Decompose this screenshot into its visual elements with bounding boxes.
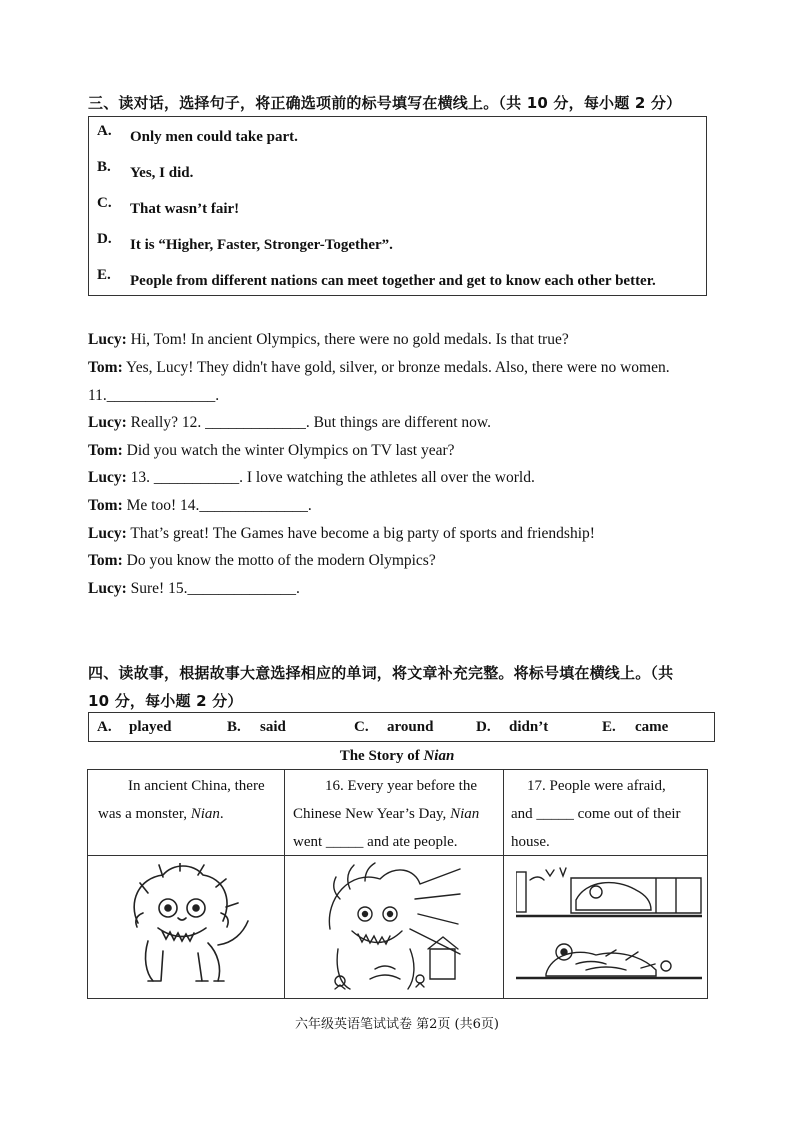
section4-title-line2: 10 分，每小题 2 分）: [88, 692, 243, 710]
option-e: [89, 269, 706, 305]
dialogue-text: Do you know the motto of the modern Olympics?: [122, 552, 436, 569]
dialogue-text: 11.______________.: [88, 387, 220, 404]
dialogue-line: [88, 497, 312, 515]
cell-line: and _____ come out of their: [511, 806, 681, 822]
dialogue-text: 13. ___________. I love watching the athletes all over the world.: [126, 469, 535, 486]
dialogue-text: Me too! 14.______________.: [122, 497, 312, 514]
dialogue-text: Hi, Tom! In ancient Olympics, there were no gold medals. Is that true?: [126, 331, 569, 348]
dialogue-line: [88, 469, 535, 487]
speaker: Tom:: [88, 442, 123, 459]
answer-blank-11: [88, 387, 219, 405]
speaker: Lucy:: [88, 580, 127, 597]
page-footer: 六年级英语笔试试卷 第2页 (共6页): [295, 1017, 499, 1032]
option-a: [89, 125, 706, 161]
dialogue-line: [88, 331, 569, 349]
section4-title-line1: 四、读故事，根据故事大意选择相应的单词，将文章补充完整。将标号填在横线上。（共: [88, 664, 674, 682]
cell-line: 17. People were afraid,: [527, 778, 666, 794]
dialogue-text: Did you watch the winter Olympics on TV last year?: [122, 442, 455, 459]
word-d: didn’t: [509, 719, 549, 735]
dialogue-text: Really? 12. _____________. But things are different now.: [126, 414, 491, 431]
dialogue-line: [88, 580, 300, 598]
dialogue-line: [88, 525, 595, 543]
option-key: E.: [97, 267, 111, 283]
cell-line: was a monster, Nian.: [98, 806, 224, 822]
word-key-e: E.: [602, 719, 616, 735]
word-bank: [88, 712, 715, 742]
nian-attacking-village-illustration: [320, 859, 470, 997]
dialogue-line: [88, 414, 491, 432]
word-key-b: B.: [227, 719, 241, 735]
section3-title: 三、读对话，选择句子，将正确选项前的标号填写在横线上。（共 10 分，每小题 2 分）: [88, 94, 682, 112]
cell-line: went _____ and ate people.: [293, 834, 458, 850]
option-key: D.: [97, 231, 112, 247]
people-hiding-at-home-illustration: [516, 860, 702, 994]
cell-line: 16. Every year before the: [325, 778, 478, 794]
option-text: Only men could take part.: [130, 129, 298, 145]
speaker: Tom:: [88, 359, 123, 376]
dialogue-text: Sure! 15.______________.: [126, 580, 300, 597]
story-cell-1: [98, 772, 282, 828]
story-title-prefix: The Story of: [339, 748, 424, 764]
options-box: [88, 116, 707, 296]
word-key-a: A.: [97, 719, 112, 735]
option-c: [89, 197, 706, 233]
dialogue-line: [88, 359, 670, 377]
option-key: C.: [97, 195, 112, 211]
story-cell-2: [293, 772, 501, 856]
story-title: [0, 748, 794, 765]
cell-line: Chinese New Year’s Day, Nian: [293, 806, 480, 822]
dialogue-text: Yes, Lucy! They didn't have gold, silver, or bronze medals. Also, there were no women.: [122, 359, 670, 376]
dialogue-line: [88, 552, 436, 570]
word-b: said: [260, 719, 286, 735]
word-key-c: C.: [354, 719, 369, 735]
option-text: People from different nations can meet together and get to know each other better.: [130, 273, 656, 289]
option-text: It is “Higher, Faster, Stronger-Together”.: [130, 237, 393, 253]
option-b: [89, 161, 706, 197]
speaker: Tom:: [88, 497, 123, 514]
option-key: A.: [97, 123, 112, 139]
nian-monster-illustration: [118, 863, 258, 995]
speaker: Lucy:: [88, 331, 127, 348]
option-key: B.: [97, 159, 111, 175]
story-cell-3: [511, 772, 705, 856]
cell-line: house.: [511, 834, 550, 850]
word-a: played: [129, 719, 172, 735]
speaker: Lucy:: [88, 525, 127, 542]
option-d: [89, 233, 706, 269]
word-e: came: [635, 719, 669, 735]
speaker: Lucy:: [88, 414, 127, 431]
option-text: That wasn’t fair!: [130, 201, 240, 217]
word-c: around: [387, 719, 434, 735]
story-title-italic: Nian: [423, 748, 455, 764]
cell-line: In ancient China, there: [128, 778, 265, 794]
story-table: [87, 769, 708, 999]
speaker: Lucy:: [88, 469, 127, 486]
option-text: Yes, I did.: [130, 165, 194, 181]
dialogue-line: [88, 442, 455, 460]
speaker: Tom:: [88, 552, 123, 569]
dialogue-text: That’s great! The Games have become a big party of sports and friendship!: [126, 525, 595, 542]
word-key-d: D.: [476, 719, 491, 735]
